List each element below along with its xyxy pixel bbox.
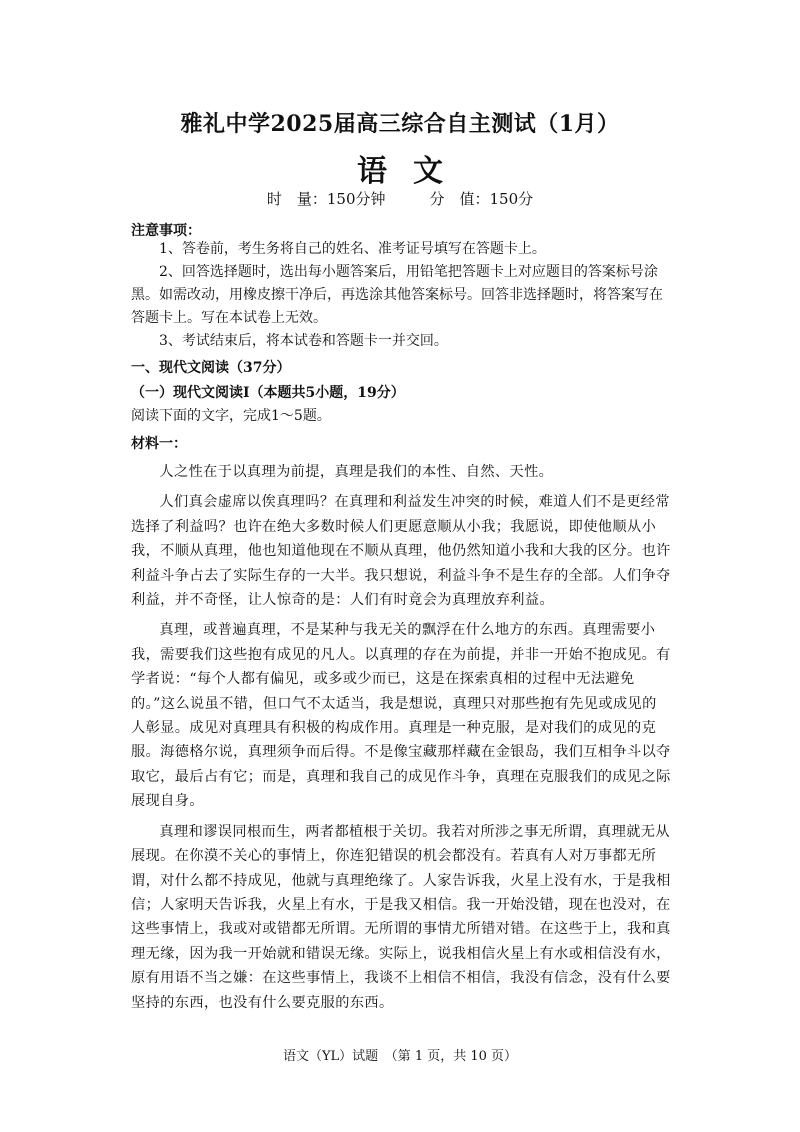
reading-instruction: 阅读下面的文字，完成1～5题。 [131, 408, 331, 424]
material-label: 材料一： [131, 436, 187, 452]
exam-meta [0, 188, 800, 209]
subject-title: 语文 [357, 154, 469, 189]
subsection-heading: （一）现代文阅读Ⅰ（本题共5小题，19分） [131, 385, 405, 401]
time-label: 时 量：150分钟 [266, 190, 386, 208]
section-heading: 一、现代文阅读（37分） [131, 360, 291, 376]
material-passage [131, 460, 671, 1021]
notice-list [131, 238, 671, 353]
notice-item-2: 2、回答选择题时，选出每小题答案后，用铅笔把答题卡上对应题目的答案标号涂黑。如需改动，用橡皮擦干净后，再选涂其他答案标号。回答非选择题时，将答案写在答题卡上。写在本试卷上无效。 [131, 264, 663, 326]
passage-paragraph-3: 真理，或普遍真理，不是某种与我无关的飘浮在什么地方的东西。真理需要小我，需要我们这些抱有成见的凡人。以真理的存在为前提，并非一开始不抱成见。有学者说：“每个人都有偏见，或多或少而已，这是在探索真相的过程中无法避免的。”这么说虽不错，但口气不太适当，我是想说，真理只对那些抱有先见或成见的人彰显。成见对真理具有积极的构成作用。真理是一种克服，是对我们的成见的克服。海德格尔说，真理须争而后得。不是像宝藏那样藏在金银岛，我们互相争斗以夺取它，最后占有它；而是，真理和我自己的成见作斗争，真理在克服我们的成见之际展现自身。 [131, 622, 671, 810]
exam-title: 雅礼中学2025届高三综合自主测试（1月） [180, 111, 620, 137]
notice-heading: 注意事项： [131, 223, 201, 239]
page-footer: 语文（YL）试题 （第 1 页，共 10 页） [282, 1049, 518, 1064]
passage-paragraph-1: 人之性在于以真理为前提，真理是我们的本性、自然、天性。 [159, 464, 554, 480]
notice-item-1: 1、答卷前，考生务将自己的姓名、准考证号填写在答题卡上。 [159, 241, 546, 257]
score-label: 分 值：150分 [429, 190, 534, 208]
passage-paragraph-2: 人们真会虚席以俟真理吗？在真理和利益发生冲突的时候，难道人们不是更经常选择了利益吗？也许在绝大多数时候人们更愿意顺从小我；我愿说，即使他顺从小我，不顺从真理，他也知道他现在不顺从真理，他仍然知道小我和大我的区分。也许利益斗争占去了实际生存的一大半。我只想说，利益斗争不是生存的全部。人们争夺利益，并不奇怪，让人惊奇的是：人们有时竟会为真理放弃利益。 [131, 494, 671, 609]
notice-item-3: 3、考试结束后，将本试卷和答题卡一并交回。 [159, 333, 448, 349]
passage-paragraph-4: 真理和谬误同根而生，两者都植根于关切。我若对所涉之事无所谓，真理就无从展现。在你漠不关心的事情上，你连犯错误的机会都没有。若真有人对万事都无所谓，对什么都不持成见，他就与真理绝缘了。人家告诉我，火星上没有水，于是我相信；人家明天告诉我，火星上有水，于是我又相信。我一开始没错，现在也没对，在这些事情上，我或对或错都无所谓。无所谓的事情尤所错对错。在这些于上，我和真理无缘，因为我一开始就和错误无缘。实际上，说我相信火星上有水或相信没有水，原有用语不当之嫌：在这些事情上，我谈不上相信不相信，我没有信念，没有什么要坚持的东西，也没有什么要克服的东西。 [131, 823, 671, 1011]
